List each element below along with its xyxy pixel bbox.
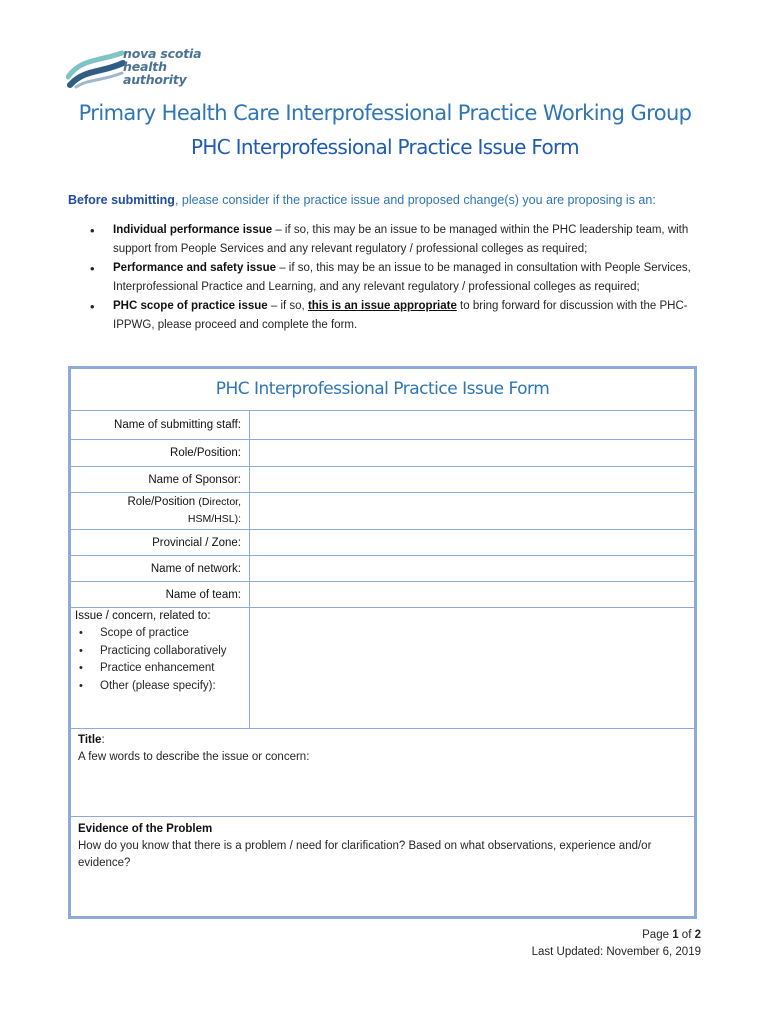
term-text: – if so, this may be an issue to be managed in consultation with People Services, Interprofessional Practice and Learning, and any relevant regulatory / professional colleges as required;	[113, 262, 691, 293]
label-sponsor-role	[71, 493, 247, 529]
nsha-logo	[66, 43, 226, 93]
provincial-zone-field[interactable]	[249, 530, 694, 555]
network-field[interactable]	[249, 556, 694, 581]
label-part: HSM/HSL):	[187, 513, 241, 525]
form-box-title: PHC Interprofessional Practice Issue Form	[71, 369, 694, 411]
evidence-section[interactable]	[71, 818, 694, 916]
list-item: • Scope of practice	[75, 625, 247, 643]
submitting-staff-field[interactable]	[249, 411, 694, 439]
label-team: Name of team:	[165, 588, 241, 601]
row-sponsor	[71, 467, 694, 493]
row-submitting-staff	[71, 411, 694, 440]
logo-line-2: health authority	[123, 59, 187, 87]
row-team	[71, 582, 694, 608]
intro-rest: , please consider if the practice issue and proposed change(s) you are proposing is an:	[174, 193, 656, 207]
logo-wordmark	[123, 47, 226, 86]
role-position-field[interactable]	[249, 440, 694, 466]
form-heading: PHC Interprofessional Practice Issue Form	[191, 135, 579, 159]
label-network: Name of network:	[150, 562, 241, 575]
list-item: • Practicing collaboratively	[75, 643, 247, 661]
page-prefix: Page	[642, 929, 673, 941]
issue-field[interactable]	[249, 608, 694, 728]
issue-label-block	[75, 608, 247, 695]
sponsor-role-field[interactable]	[249, 493, 694, 529]
intro-text	[68, 193, 708, 207]
evidence-prompt: How do you know that there is a problem / need for clarification? Based on what observations, experience and/or evidence?	[78, 840, 652, 869]
row-network	[71, 556, 694, 582]
list-item	[68, 221, 700, 259]
label-submitting-staff: Name of submitting staff:	[114, 419, 241, 431]
evidence-label: Evidence of the Problem	[78, 823, 213, 835]
intro-lead: Before submitting	[68, 193, 175, 207]
wave-logo-icon	[66, 43, 126, 93]
term: Performance and safety issue	[113, 262, 276, 274]
label-provincial-zone: Provincial / Zone:	[152, 536, 241, 549]
term-text: – if so, this may be an issue to be managed within the PHC leadership team, with support from People Services and any relevant regulatory / professional colleges as required;	[113, 224, 689, 255]
title-label: Title	[78, 734, 102, 746]
row-sponsor-role	[71, 493, 694, 530]
team-field[interactable]	[249, 582, 694, 607]
label-role-position: Role/Position:	[170, 447, 241, 459]
term: Individual performance issue	[113, 224, 273, 236]
term-text-after: to bring forward for discussion with the PHC-IPPWG, please proceed and complete the form.	[113, 300, 688, 331]
list-item: • Practice enhancement	[75, 660, 247, 678]
page-current: 1	[672, 929, 679, 941]
list-item: • Other (please specify):	[75, 678, 247, 696]
issue-options	[75, 625, 247, 695]
sponsor-field[interactable]	[249, 467, 694, 492]
page-number	[642, 929, 701, 941]
considerations-list	[68, 221, 700, 335]
term: PHC scope of practice issue	[113, 300, 268, 312]
term-text: – if so,	[267, 300, 308, 312]
issue-label: Issue / concern, related to:	[75, 610, 211, 622]
list-item	[68, 259, 700, 297]
page-total: 2	[694, 929, 701, 941]
title-colon: :	[101, 734, 105, 746]
logo-line-1: nova scotia	[123, 46, 202, 61]
working-group-heading: Primary Health Care Interprofessional Practice Working Group	[78, 101, 692, 125]
page-sep: of	[678, 929, 695, 941]
label-part: Role/Position	[127, 496, 199, 508]
label-sponsor: Name of Sponsor:	[148, 473, 241, 486]
title-section[interactable]	[71, 729, 694, 817]
emphasis-text: this is an issue appropriate	[307, 300, 457, 312]
issue-form	[68, 366, 697, 919]
last-updated: Last Updated: November 6, 2019	[531, 946, 701, 958]
title-prompt: A few words to describe the issue or concern:	[78, 751, 310, 763]
row-role-position	[71, 440, 694, 467]
row-provincial-zone	[71, 530, 694, 556]
list-item	[68, 297, 700, 335]
row-issue	[71, 608, 694, 729]
label-part: (Director,	[198, 496, 241, 508]
